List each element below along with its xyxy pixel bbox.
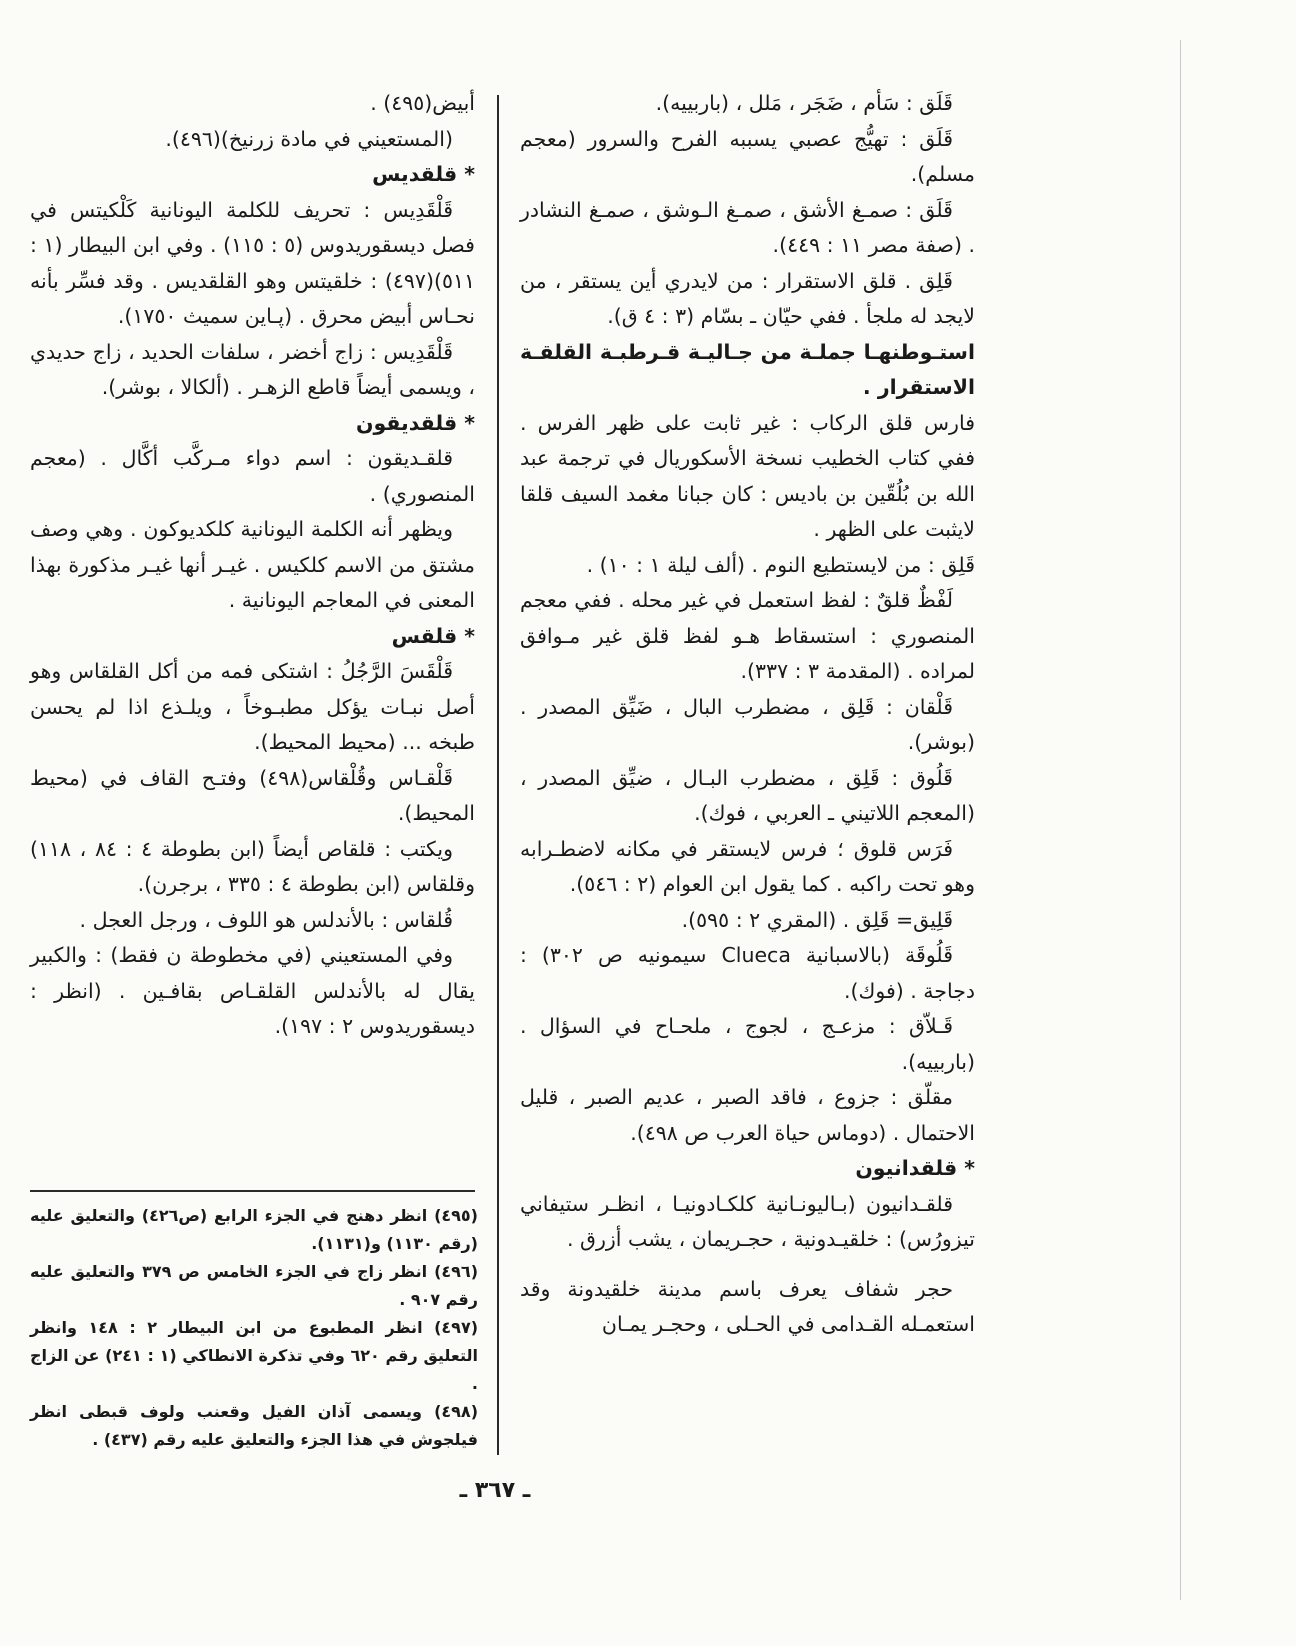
footnote-text: ويسمى آذان الفيل وقعنب ولوف قبطى انظر فيلجوش في هذا الجزء والتعليق عليه رقم (٤٣٧) . <box>30 1402 478 1449</box>
right-entry: قَلِق : من لايستطيع النوم . (ألف ليلة ١ : ١٠) . <box>586 552 975 577</box>
scan-edge-line <box>1180 40 1181 1600</box>
page-number: ـ ٣٦٧ ـ <box>459 1478 531 1503</box>
right-entry: قَلَق : تهيُّج عصبي يسببه الفرح والسرور (معجم مسلم). <box>520 126 975 186</box>
footnote-text: انظر دهنج في الجزء الرابع (ص٤٢٦) والتعليق عليه (رقم ١١٣٠) و(١١٣١). <box>30 1206 478 1253</box>
right-entry: مقلّق : جزوع ، فاقد الصبر ، عديم الصبر ، قليل الاحتمال . (دوماس حياة العرب ص ٤٩٨). <box>520 1085 975 1145</box>
footnote-number: (٤٩٥) <box>434 1206 478 1225</box>
right-entry: قَلْقان : قَلِق ، مضطرب البال ، ضَيِّق المصدر . (بوشر). <box>520 694 975 754</box>
footnote-498 <box>30 1398 478 1454</box>
right-entry: فارس قلق الركاب : غير ثابت على ظهر الفرس . ففي كتاب الخطيب نسخة الأسكوريال في ترجمة عبد الله بن بُلُقّين بن باديس : كان جبانا مغمد السيف قلقا لايثبت على الظهر . <box>520 410 975 541</box>
right-entry: قَلُوقَة (بالاسبانية Clueca سيمونيه ص ٣٠٢) : دجاجة . (فوك). <box>520 943 975 1003</box>
footnotes <box>30 1202 478 1454</box>
right-entry: قَلِق . قلق الاستقرار : من لايدري أين يستقر ، من لايجد له ملجأ . ففي حيّان ـ بسّام (٣ : ٤ ق). <box>520 268 975 328</box>
footnote-number: (٤٩٧) <box>434 1318 479 1337</box>
right-entry: لَفْظٌ قلقٌ : لفظ استعمل في غير محله . ففي معجم المنصوري : استسقاط هـو لفظ قلق غير مـوافق لمراده . (المقدمة ٣ : ٣٣٧). <box>520 588 975 683</box>
footnote-number: (٤٩٦) <box>434 1262 478 1281</box>
left-column <box>30 86 475 1045</box>
footnote-text: انظر المطبوع من ابن البيطار ٢ : ١٤٨ وانظر التعليق رقم ٦٢٠ وفي تذكرة الانطاكي (١ : ٢٤١) عن الزاج . <box>30 1318 478 1393</box>
entry-qalqadis-2: قَلْقَدِيس : زاج أخضر ، سلفات الحديد ، زاج حديدي ، ويسمى أيضاً قاطع الزهـر . (ألكالا ، بوشر). <box>30 339 475 399</box>
entry-qalqas-3: ويكتب : قلقاص أيضاً (ابن بطوطة ٤ : ٨٤ ، ١١٨) وقلقاس (ابن بطوطة ٤ : ٣٣٥ ، برجرن). <box>30 836 475 896</box>
heading-qalqadiqun: * قلقديقون <box>355 410 475 435</box>
right-entry: قَـلاّق : مزعـج ، لجوج ، ملحـاح في السؤال . (باربييه). <box>520 1014 975 1074</box>
entry-qalqas-1: قَلْقَسَ الرَّجُلُ : اشتكى فمه من أكل القلقاس وهو أصل نبـات يؤكل مطبـوخاً ، ويلـذع اذا لم يحسن طبخه ... (محيط المحيط). <box>30 659 475 754</box>
footnote-497 <box>30 1314 478 1398</box>
entry-qalqadanyun-1: قلقـدانيون (بـاليونـانية كلكـادونيـا ، انظـر ستيفاني تيزورُس) : خلقيـدونية ، حجـريمان ، يشب أزرق . <box>520 1191 975 1251</box>
entry-qalqadiqun-1: قلقـديقون : اسم دواء مـركَّب أكَّال . (معجم المنصوري) . <box>30 446 475 506</box>
left-top-line-2: (المستعيني في مادة زرنيخ)(٤٩٦). <box>165 126 453 151</box>
left-top-line-1: أبيض(٤٩٥) . <box>370 91 475 115</box>
heading-qalqadis: * قلقديس <box>372 162 475 186</box>
heading-qalqas: * قلقس <box>391 623 475 648</box>
footnote-text: انظر زاج في الجزء الخامس ص ٣٧٩ والتعليق عليه رقم ٩٠٧ . <box>30 1262 478 1309</box>
footnote-rule <box>30 1190 475 1192</box>
right-entry: قَلِيق= قَلِق . (المقري ٢ : ٥٩٥). <box>681 907 953 932</box>
right-entry: قَلُوق : قَلِق ، مضطرب البـال ، ضيِّق المصدر ، (المعجم اللاتيني ـ العربي ، فوك). <box>520 765 975 825</box>
right-entry: فَرَس قلوق ؛ فرس لايستقر في مكانه لاضطـرابه وهو تحت راكبه . كما يقول ابن العوام (٢ : ٥٤٦). <box>520 836 975 896</box>
footnote-495 <box>30 1202 478 1258</box>
footnote-496 <box>30 1258 478 1314</box>
right-entry: قَلَق : صمـغ الأشق ، صمـغ الـوشق ، صمـغ النشادر . (صفة مصر ١١ : ٤٤٩). <box>520 197 975 257</box>
entry-qalqadis-1: قَلْقَدِيس : تحريف للكلمة اليونانية كَلْكيتس في فصل ديسقوريدوس (٥ : ١١٥) . وفي ابن البيطار (١ : ٥١١)(٤٩٧) : خلقيتس وهو القلقديس . وقد فسِّر بأنه نحـاس أبيض محرق . (پـاين سميث ١٧٥٠). <box>30 197 475 328</box>
entry-qalqas-4: قُلقاس : بالأندلس هو اللوف ، ورجل العجل . <box>79 907 453 932</box>
right-entry: قَلَق : سَأم ، ضَجَر ، مَلل ، (باربييه). <box>655 91 953 115</box>
entry-qalqadanyun-2: حجر شفاف يعرف باسم مدينة خلقيدونة وقد استعمـله القـدامى في الحـلى ، وحجـر يمـان <box>520 1276 975 1336</box>
column-divider <box>497 95 499 1455</box>
footnote-number: (٤٩٨) <box>434 1402 478 1421</box>
right-entries <box>520 86 975 1151</box>
entry-qalqas-2: قَلْقـاس وقُلْقاس(٤٩٨) وفتـح القاف في (محيط المحيط). <box>30 765 475 825</box>
entry-qalqadiqun-2: ويظهر أنه الكلمة اليونانية كلكديوكون . وهي وصف مشتق من الاسم كلكيس . غيـر أنها غيـر مذكورة بهذا المعنى في المعاجم اليونانية . <box>30 517 475 612</box>
right-column <box>520 86 975 1343</box>
right-entry: استـوطنهـا جملـة من جـاليـة قـرطبـة القلقـة الاستقرار . <box>520 339 975 399</box>
entry-qalqas-5: وفي المستعيني (في مخطوطة ن فقط) : والكبير يقال له بالأندلس القلقـاص بقافـين . (انظر : ديسقوريدوس ٢ : ١٩٧). <box>30 943 475 1038</box>
heading-qalqadanyun: * قلقدانيون <box>855 1156 975 1180</box>
